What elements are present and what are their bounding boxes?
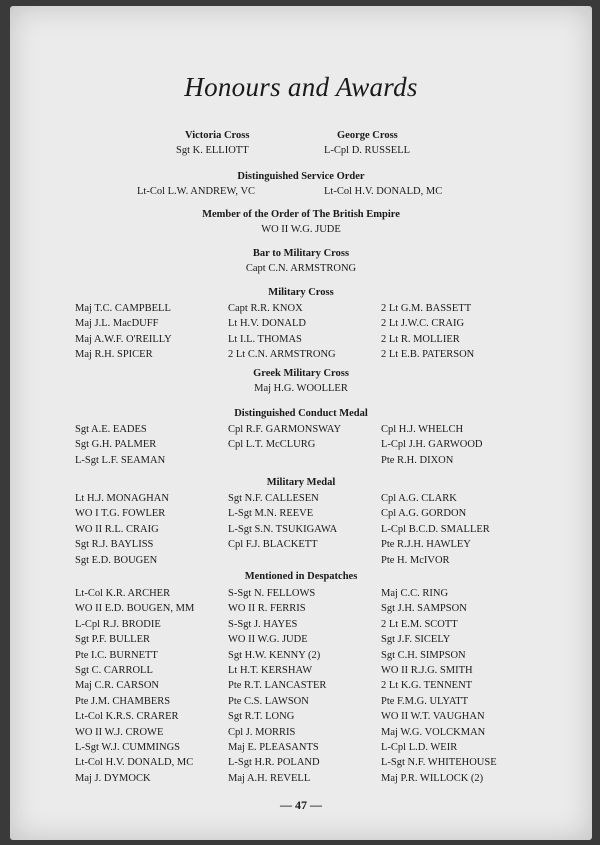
list-item: Lt H.J. MONAGHAN xyxy=(75,493,169,504)
list-item: Capt R.R. KNOX xyxy=(228,303,303,314)
greek-mc-heading: Greek Military Cross xyxy=(253,368,349,379)
list-item: L-Cpl B.C.D. SMALLER xyxy=(381,523,490,535)
list-item: S-Sgt N. FELLOWS xyxy=(228,588,316,599)
list-item: Sgt G.H. PALMER xyxy=(75,439,157,451)
list-item: Lt-Col H.V. DONALD, MC xyxy=(75,757,194,769)
dso-name-1: Lt-Col L.W. ANDREW, VC xyxy=(137,186,256,197)
list-item: Pte R.T. LANCASTER xyxy=(228,680,327,692)
list-item: L-Sgt N.F. WHITEHOUSE xyxy=(381,757,497,769)
list-item: L-Sgt L.F. SEAMAN xyxy=(75,454,166,466)
list-item: L-Cpl L.D. WEIR xyxy=(381,741,458,753)
list-item: WO II R.L. CRAIG xyxy=(75,523,159,535)
list-item: Sgt P.F. BULLER xyxy=(75,634,151,646)
list-item: Sgt N.F. CALLESEN xyxy=(228,493,319,504)
dcm-col-3 xyxy=(381,422,483,468)
military-medal-heading: Military Medal xyxy=(266,477,336,488)
list-item: L-Sgt M.N. REEVE xyxy=(228,508,314,520)
list-item: WO II R.J.G. SMITH xyxy=(381,664,473,676)
victoria-cross-heading: Victoria Cross xyxy=(185,130,250,141)
list-item: L-Sgt H.R. POLAND xyxy=(228,757,320,769)
list-item: Lt-Col K.R.S. CRARER xyxy=(75,711,179,723)
page-title: Honours and Awards xyxy=(184,72,418,102)
list-item: 2 Lt E.B. PATERSON xyxy=(381,349,475,361)
list-item: L-Sgt W.J. CUMMINGS xyxy=(75,741,181,753)
list-item: Maj R.H. SPICER xyxy=(75,349,153,361)
george-cross-heading: George Cross xyxy=(337,130,398,141)
list-item: Sgt R.T. LONG xyxy=(228,711,295,723)
george-cross-name: L-Cpl D. RUSSELL xyxy=(324,145,411,156)
list-item: Cpl H.J. WHELCH xyxy=(381,424,464,435)
list-item: L-Cpl J.H. GARWOOD xyxy=(381,439,483,451)
mbe-heading: Member of the Order of The British Empire xyxy=(202,209,400,220)
list-item: S-Sgt J. HAYES xyxy=(228,618,298,630)
military-medal-col-1 xyxy=(75,491,169,568)
mbe-name: WO II W.G. JUDE xyxy=(261,224,341,235)
victoria-cross-name: Sgt K. ELLIOTT xyxy=(176,145,249,156)
list-item: 2 Lt J.W.C. CRAIG xyxy=(381,318,465,330)
despatches-heading: Mentioned in Despatches xyxy=(244,571,358,582)
bar-mc-name: Capt C.N. ARMSTRONG xyxy=(245,263,357,274)
list-item: Cpl A.G. CLARK xyxy=(381,493,457,504)
list-item: Sgt C. CARROLL xyxy=(75,664,153,676)
dcm-col-1 xyxy=(75,422,165,468)
list-item: Maj J. DYMOCK xyxy=(75,772,151,784)
list-item: Lt-Col K.R. ARCHER xyxy=(75,588,171,599)
list-item: Pte F.M.G. ULYATT xyxy=(381,695,469,707)
military-cross-col-3 xyxy=(381,301,474,363)
list-item: Maj T.C. CAMPBELL xyxy=(75,303,171,314)
list-item: 2 Lt G.M. BASSETT xyxy=(381,303,472,314)
list-item: Maj J.L. MacDUFF xyxy=(75,318,159,330)
list-item: Maj A.H. REVELL xyxy=(228,772,311,784)
list-item: Sgt J.H. SAMPSON xyxy=(381,603,467,615)
dcm-heading: Distinguished Conduct Medal xyxy=(234,408,368,419)
list-item: WO II E.D. BOUGEN, MM xyxy=(75,603,195,615)
page-number: — 47 — xyxy=(280,798,322,812)
dso-heading: Distinguished Service Order xyxy=(237,171,365,182)
military-cross-col-2 xyxy=(228,301,336,363)
list-item: WO II W.G. JUDE xyxy=(228,634,308,646)
list-item: Pte H. McIVOR xyxy=(381,554,450,566)
military-cross-col-1 xyxy=(75,301,172,363)
list-item: Lt I.L. THOMAS xyxy=(228,333,302,345)
list-item: Cpl L.T. McCLURG xyxy=(228,439,316,451)
list-item: Sgt A.E. EADES xyxy=(75,424,147,435)
list-item: Pte R.H. DIXON xyxy=(381,454,454,466)
list-item: Pte R.J.H. HAWLEY xyxy=(381,539,471,551)
list-item: Maj C.R. CARSON xyxy=(75,680,160,692)
list-item: Lt H.T. KERSHAW xyxy=(228,664,313,676)
list-item: 2 Lt C.N. ARMSTRONG xyxy=(228,349,336,361)
list-item: L-Cpl R.J. BRODIE xyxy=(75,618,161,630)
list-item: Pte C.S. LAWSON xyxy=(228,695,309,707)
list-item: Maj P.R. WILLOCK (2) xyxy=(381,772,484,784)
list-item: Maj A.W.F. O'REILLY xyxy=(75,333,172,345)
military-medal-col-2 xyxy=(228,491,337,553)
despatches-col-2 xyxy=(228,586,326,786)
list-item: 2 Lt R. MOLLIER xyxy=(381,333,460,345)
list-item: Cpl F.J. BLACKETT xyxy=(228,539,318,551)
list-item: Lt H.V. DONALD xyxy=(228,318,306,330)
list-item: Pte I.C. BURNETT xyxy=(75,649,158,661)
list-item: Cpl R.F. GARMONSWAY xyxy=(228,424,342,435)
dcm-col-2 xyxy=(228,422,341,453)
list-item: Maj C.C. RING xyxy=(381,588,449,599)
list-item: 2 Lt E.M. SCOTT xyxy=(381,618,458,630)
bar-mc-heading: Bar to Military Cross xyxy=(252,248,350,259)
list-item: 2 Lt K.G. TENNENT xyxy=(381,680,473,692)
despatches-col-3 xyxy=(381,586,497,786)
list-item: Cpl A.G. GORDON xyxy=(381,508,467,520)
list-item: Maj E. PLEASANTS xyxy=(228,741,319,753)
list-item: Maj W.G. VOLCKMAN xyxy=(381,726,486,738)
list-item: Sgt C.H. SIMPSON xyxy=(381,649,466,661)
despatches-col-1 xyxy=(75,586,194,786)
list-item: WO II R. FERRIS xyxy=(228,603,306,615)
list-item: Sgt H.W. KENNY (2) xyxy=(228,649,321,661)
military-medal-col-3 xyxy=(381,491,490,568)
list-item: WO I T.G. FOWLER xyxy=(75,508,166,520)
document-page xyxy=(10,6,592,840)
list-item: Cpl J. MORRIS xyxy=(228,726,296,738)
list-item: Sgt J.F. SICELY xyxy=(381,634,451,646)
list-item: WO II W.J. CROWE xyxy=(75,726,164,738)
greek-mc-name: Maj H.G. WOOLLER xyxy=(254,383,348,394)
dso-name-2: Lt-Col H.V. DONALD, MC xyxy=(324,186,443,197)
list-item: Sgt R.J. BAYLISS xyxy=(75,539,154,551)
list-item: WO II W.T. VAUGHAN xyxy=(381,711,485,723)
list-item: L-Sgt S.N. TSUKIGAWA xyxy=(228,523,338,535)
list-item: Sgt E.D. BOUGEN xyxy=(75,554,158,566)
list-item: Pte J.M. CHAMBERS xyxy=(75,695,171,707)
military-cross-heading: Military Cross xyxy=(268,287,334,298)
